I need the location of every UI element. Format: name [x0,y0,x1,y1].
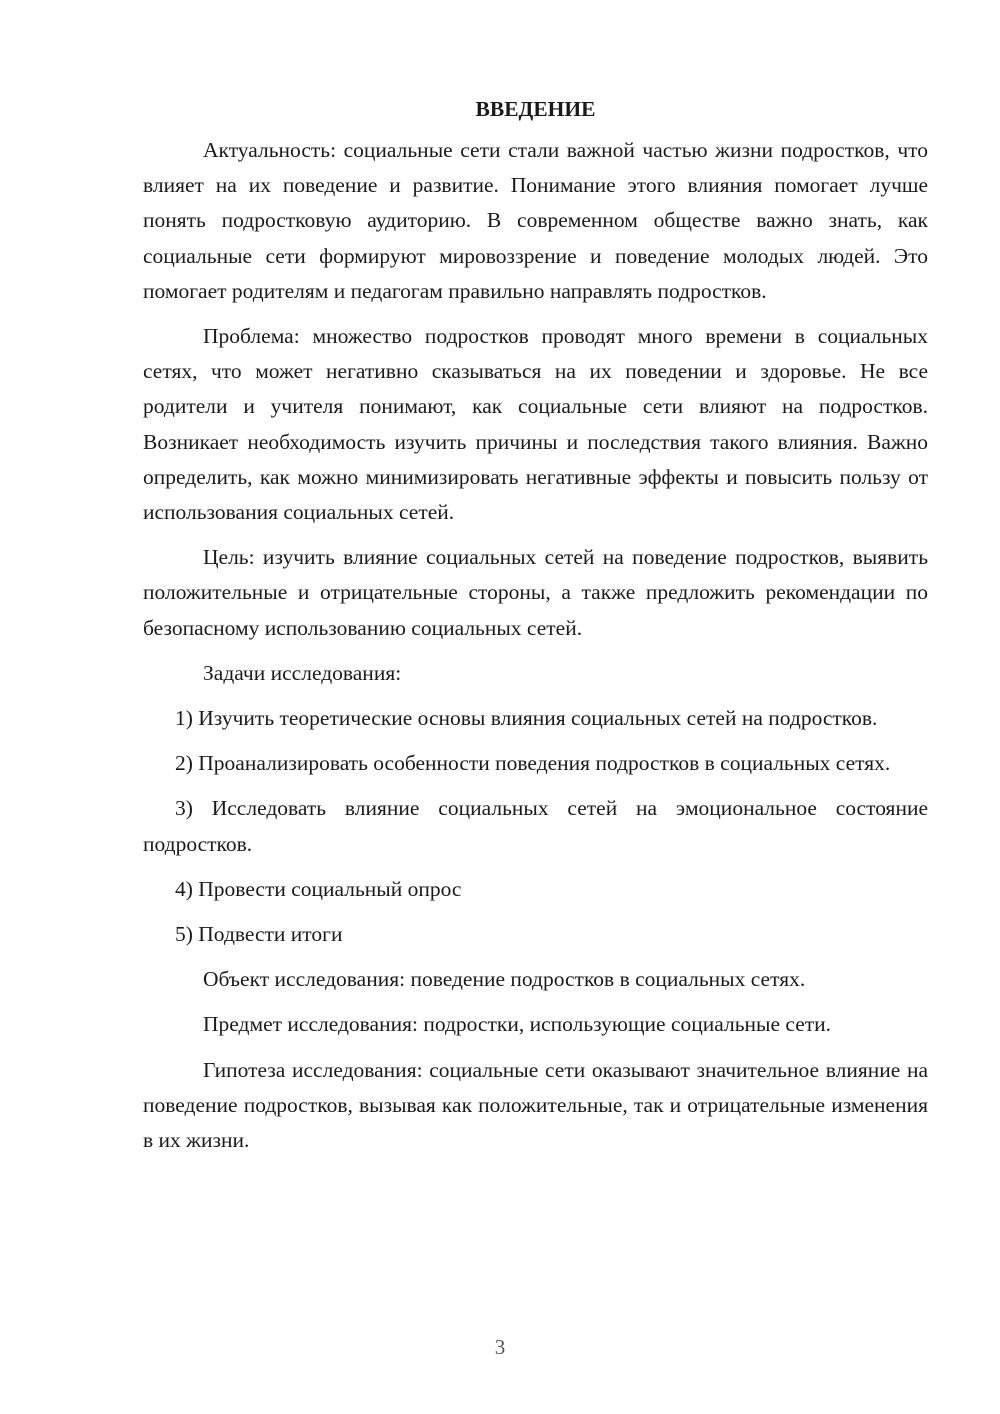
paragraph-hypothesis: Гипотеза исследования: социальные сети оказывают значительное влияние на поведение подростков, вызывая как положительные, так и отрицательные изменения в их жизни. [143,1057,928,1153]
paragraph-subject: Предмет исследования: подростки, использующие социальные сети. [203,1012,832,1037]
page-number: 3 [494,1335,506,1359]
document-page [143,95,928,1168]
task-item-2: 2) Проанализировать особенности поведения подростков в социальных сетях. [175,751,891,776]
task-item-3: 3) Исследовать влияние социальных сетей на эмоциональное состояние подростков. [143,796,928,856]
paragraph-object: Объект исследования: поведение подростков в социальных сетях. [203,967,806,992]
tasks-heading: Задачи исследования: [203,660,402,685]
task-item-4: 4) Провести социальный опрос [175,876,462,901]
paragraph-relevance: Актуальность: социальные сети стали важной частью жизни подростков, что влияет на их поведение и развитие. Понимание этого влияния помогает лучше понять подростковую аудиторию. В современном обществе важно знать, как социальные сети формируют мировоззрение и поведение молодых людей. Это помогает родителям и педагогам правильно направлять подростков. [143,138,928,303]
paragraph-problem: Проблема: множество подростков проводят много времени в социальных сетях, что может негативно сказываться на их поведении и здоровье. Не все родители и учителя понимают, как социальные сети влияют на подростков. Возникает необходимость изучить причины и последствия такого влияния. Важно определить, как можно минимизировать негативные эффекты и повысить пользу от использования социальных сетей. [143,324,928,525]
task-item-1: 1) Изучить теоретические основы влияния социальных сетей на подростков. [175,706,878,731]
task-item-5: 5) Подвести итоги [175,922,343,947]
page-title: ВВЕДЕНИЕ [475,97,596,121]
paragraph-goal: Цель: изучить влияние социальных сетей на поведение подростков, выявить положительные и отрицательные стороны, а также предложить рекомендации по безопасному использованию социальных сетей. [143,545,928,640]
